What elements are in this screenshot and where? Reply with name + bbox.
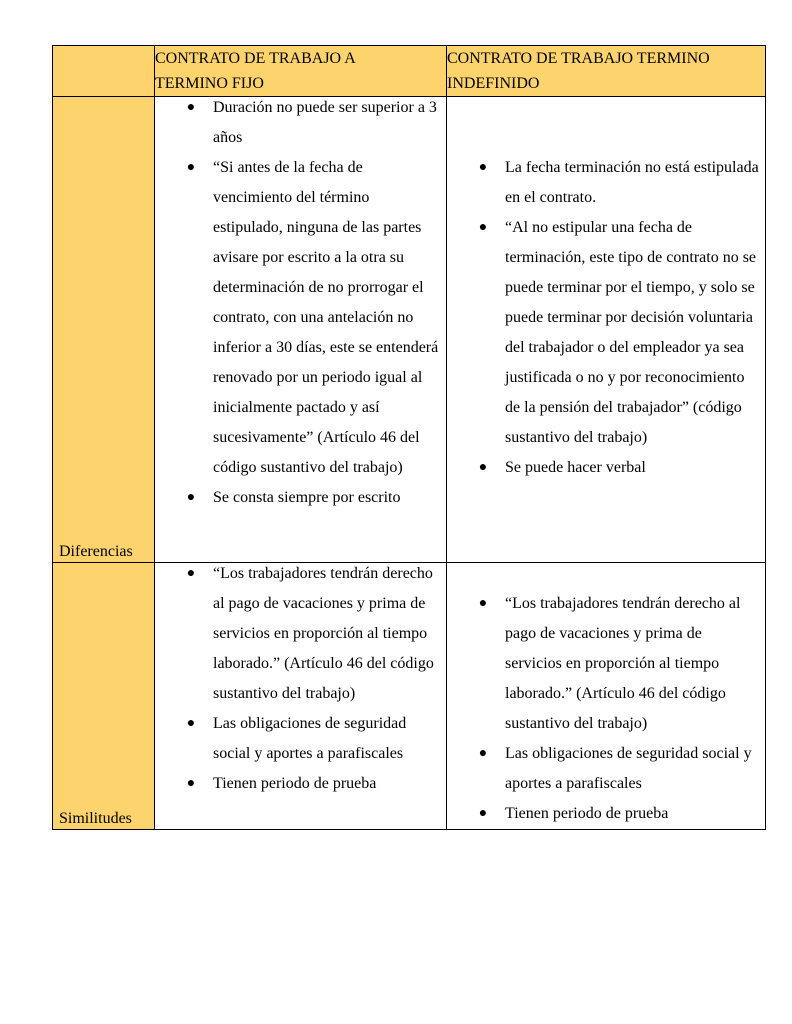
list-item-text: “Los trabajadores tendrán derecho al pago de vacaciones y prima de servicios en proporción al tiempo laborado.” (Artículo 46 del código sustantivo del trabajo) xyxy=(505,595,741,732)
list-item-text: Las obligaciones de seguridad social y aportes a parafiscales xyxy=(213,715,407,762)
header-row xyxy=(53,46,766,97)
bullet-icon: ● xyxy=(186,566,196,581)
bullet-icon: ● xyxy=(186,776,196,791)
bullet-icon: ● xyxy=(478,806,488,821)
list-item xyxy=(155,559,446,709)
diferencias-label: Diferencias xyxy=(59,543,133,560)
header-fijo-line1: CONTRATO DE TRABAJO A xyxy=(155,50,356,67)
comparison-table xyxy=(52,45,766,830)
list-item-text: “Al no estipular una fecha de terminación, este tipo de contrato no se puede terminar por el tiempo, y solo se puede terminar por decisión voluntaria del trabajador o del empleador ya sea justificada o no y por reconocimiento de la pensión del trabajador” (código sustantivo del trabajo) xyxy=(505,219,757,446)
diferencias-label-cell xyxy=(53,97,155,563)
header-corner-cell xyxy=(53,46,155,97)
list-item-text: La fecha terminación no está estipulada en el contrato. xyxy=(505,159,759,206)
list-item xyxy=(155,153,446,483)
similitudes-row xyxy=(53,563,766,830)
bullet-icon: ● xyxy=(478,746,488,761)
list-item xyxy=(447,453,765,483)
diferencias-row xyxy=(53,97,766,563)
header-fijo-line2: TERMINO FIJO xyxy=(155,75,264,92)
list-item-text: Tienen periodo de prueba xyxy=(505,805,669,822)
similitudes-indefinido-cell xyxy=(447,563,766,830)
list-item xyxy=(447,589,765,739)
list-item xyxy=(447,213,765,453)
bullet-icon: ● xyxy=(478,596,488,611)
list-item-text: Duración no puede ser superior a 3 años xyxy=(213,99,437,146)
similitudes-fijo-list xyxy=(155,559,446,799)
list-item-text: Tienen periodo de prueba xyxy=(213,775,377,792)
bullet-icon: ● xyxy=(478,160,488,175)
diferencias-indefinido-cell xyxy=(447,97,766,563)
bullet-icon: ● xyxy=(478,220,488,235)
list-item-text: “Si antes de la fecha de vencimiento del término estipulado, ninguna de las partes avisare por escrito a la otra su determinación de no prorrogar el contrato, con una antelación no inferior a 30 días, este se entenderá renovado por un periodo igual al inicialmente pactado y así sucesivamente” (Artículo 46 del código sustantivo del trabajo) xyxy=(213,159,439,476)
header-indefinido-line2: INDEFINIDO xyxy=(447,75,540,92)
list-item xyxy=(155,709,446,769)
list-item xyxy=(447,799,765,829)
header-indefinido-line1: CONTRATO DE TRABAJO TERMINO xyxy=(447,50,710,67)
diferencias-fijo-list xyxy=(155,93,446,513)
similitudes-fijo-cell xyxy=(155,563,447,830)
diferencias-fijo-cell xyxy=(155,97,447,563)
list-item xyxy=(447,739,765,799)
list-item xyxy=(447,153,765,213)
bullet-icon: ● xyxy=(186,716,196,731)
list-item-text: Se puede hacer verbal xyxy=(505,459,646,476)
similitudes-label: Similitudes xyxy=(59,810,132,827)
list-item xyxy=(155,769,446,799)
header-indefinido-cell xyxy=(447,46,766,97)
list-item xyxy=(155,483,446,513)
list-item xyxy=(155,93,446,153)
list-item-text: Las obligaciones de seguridad social y aportes a parafiscales xyxy=(505,745,752,792)
list-item-text: Se consta siempre por escrito xyxy=(213,489,401,506)
bullet-icon: ● xyxy=(186,490,196,505)
list-item-text: “Los trabajadores tendrán derecho al pago de vacaciones y prima de servicios en proporción al tiempo laborado.” (Artículo 46 del código sustantivo del trabajo) xyxy=(213,565,434,702)
bullet-icon: ● xyxy=(186,100,196,115)
diferencias-indefinido-list xyxy=(447,153,765,483)
bullet-icon: ● xyxy=(478,460,488,475)
similitudes-indefinido-list xyxy=(447,589,765,829)
header-fijo-cell xyxy=(155,46,447,97)
similitudes-label-cell xyxy=(53,563,155,830)
bullet-icon: ● xyxy=(186,160,196,175)
